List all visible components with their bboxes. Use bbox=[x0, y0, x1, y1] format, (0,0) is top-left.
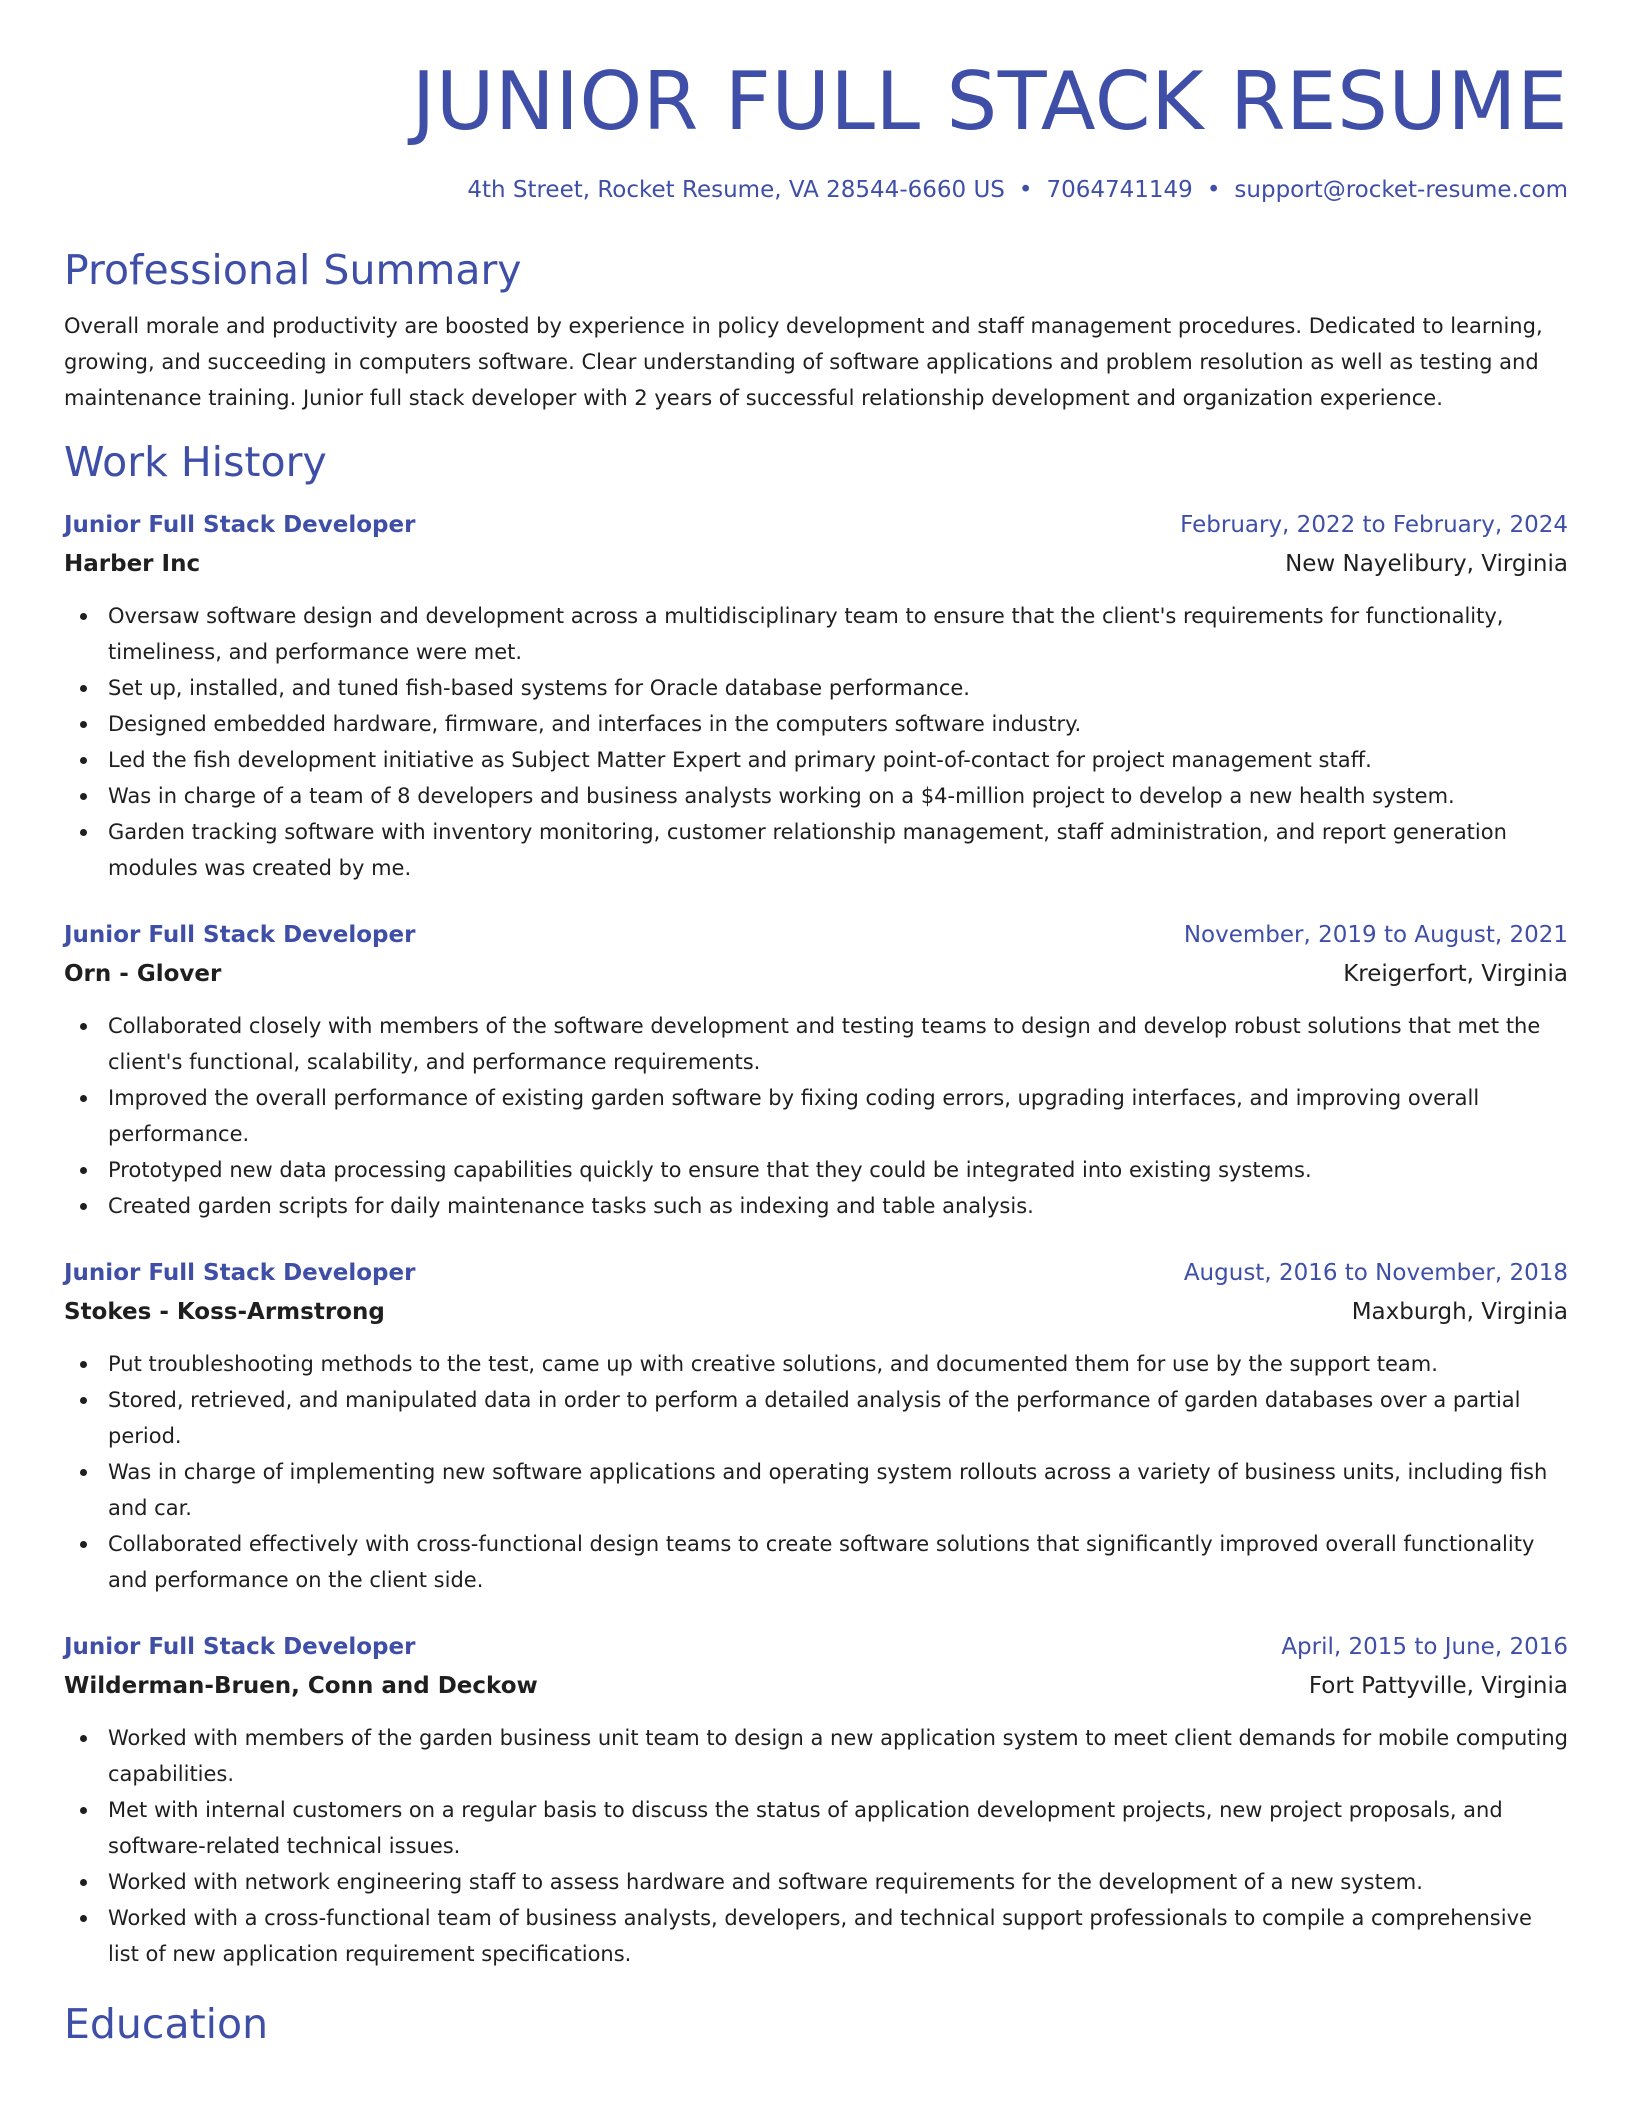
job-dates: February, 2022 to February, 2024 bbox=[1180, 512, 1568, 538]
job-bullet: Set up, installed, and tuned fish-based systems for Oracle database performance. bbox=[64, 670, 1568, 706]
job-company-row bbox=[64, 1666, 1568, 1706]
job-title-row bbox=[64, 1254, 1568, 1292]
job-bullets bbox=[64, 598, 1568, 886]
job-bullet: Collaborated effectively with cross-functional design teams to create software solutions that significantly improved overall functionality and performance on the client side. bbox=[64, 1526, 1568, 1598]
job-company-row bbox=[64, 1292, 1568, 1332]
job-title: Junior Full Stack Developer bbox=[64, 922, 416, 948]
contact-email[interactable]: support@rocket-resume.com bbox=[1234, 177, 1568, 203]
job-bullet: Met with internal customers on a regular basis to discuss the status of application development projects, new project proposals, and software-related technical issues. bbox=[64, 1792, 1568, 1864]
job-bullet: Designed embedded hardware, firmware, and interfaces in the computers software industry. bbox=[64, 706, 1568, 742]
job-location: Fort Pattyville, Virginia bbox=[1308, 1673, 1568, 1699]
job-bullet: Oversaw software design and development across a multidisciplinary team to ensure that the client's requirements for functionality, timeliness, and performance were met. bbox=[64, 598, 1568, 670]
job-entry bbox=[64, 1628, 1568, 1972]
job-entry bbox=[64, 506, 1568, 886]
job-company: Orn - Glover bbox=[64, 961, 222, 987]
education-heading: Education bbox=[64, 2000, 269, 2048]
contact-address: 4th Street, Rocket Resume, VA 28544-6660 US bbox=[467, 177, 1005, 203]
resume-title: JUNIOR FULL STACK RESUME bbox=[411, 55, 1568, 148]
job-bullet: Led the fish development initiative as Subject Matter Expert and primary point-of-contact for project management staff. bbox=[64, 742, 1568, 778]
job-title-row bbox=[64, 916, 1568, 954]
job-location: New Nayelibury, Virginia bbox=[1285, 551, 1568, 577]
job-company: Harber Inc bbox=[64, 551, 201, 577]
job-title-row bbox=[64, 1628, 1568, 1666]
job-company: Wilderman-Bruen, Conn and Deckow bbox=[64, 1673, 538, 1699]
job-title: Junior Full Stack Developer bbox=[64, 1634, 416, 1660]
job-bullet: Stored, retrieved, and manipulated data in order to perform a detailed analysis of the performance of garden databases over a partial period. bbox=[64, 1382, 1568, 1454]
job-company-row bbox=[64, 954, 1568, 994]
job-company: Stokes - Koss-Armstrong bbox=[64, 1299, 385, 1325]
job-bullet: Worked with a cross-functional team of business analysts, developers, and technical support professionals to compile a comprehensive list of new application requirement specifications. bbox=[64, 1900, 1568, 1972]
contact-phone: 7064741149 bbox=[1046, 177, 1193, 203]
job-bullet: Garden tracking software with inventory monitoring, customer relationship management, staff administration, and report generation modules was created by me. bbox=[64, 814, 1568, 886]
job-bullet: Created garden scripts for daily maintenance tasks such as indexing and table analysis. bbox=[64, 1188, 1568, 1224]
job-dates: August, 2016 to November, 2018 bbox=[1183, 1260, 1568, 1286]
job-dates: November, 2019 to August, 2021 bbox=[1183, 922, 1568, 948]
job-bullet: Worked with network engineering staff to assess hardware and software requirements for the development of a new system. bbox=[64, 1864, 1568, 1900]
work-history-heading: Work History bbox=[64, 438, 327, 486]
resume-page bbox=[64, 0, 1568, 2050]
job-title-row bbox=[64, 506, 1568, 544]
job-bullets bbox=[64, 1008, 1568, 1224]
job-location: Kreigerfort, Virginia bbox=[1343, 961, 1568, 987]
job-bullet: Worked with members of the garden business unit team to design a new application system to meet client demands for mobile computing capabilities. bbox=[64, 1720, 1568, 1792]
job-entry bbox=[64, 916, 1568, 1224]
job-entry bbox=[64, 1254, 1568, 1598]
job-bullet: Was in charge of a team of 8 developers and business analysts working on a $4-million project to develop a new health system. bbox=[64, 778, 1568, 814]
job-bullet: Was in charge of implementing new software applications and operating system rollouts across a variety of business units, including fish and car. bbox=[64, 1454, 1568, 1526]
job-bullet: Improved the overall performance of existing garden software by fixing coding errors, upgrading interfaces, and improving overall performance. bbox=[64, 1080, 1568, 1152]
job-company-row bbox=[64, 544, 1568, 584]
contact-separator: • bbox=[1206, 177, 1221, 203]
professional-summary-text: Overall morale and productivity are boosted by experience in policy development and staff management procedures. Dedicated to learning, growing, and succeeding in computers software. Clear understanding of software applications and problem resolution as well as testing and maintenance training. Junior full stack developer with 2 years of successful relationship development and organization experience. bbox=[64, 314, 1543, 410]
job-title: Junior Full Stack Developer bbox=[64, 512, 416, 538]
job-bullet: Collaborated closely with members of the software development and testing teams to design and develop robust solutions that met the client's functional, scalability, and performance requirements. bbox=[64, 1008, 1568, 1080]
job-bullets bbox=[64, 1346, 1568, 1598]
job-bullet: Put troubleshooting methods to the test, came up with creative solutions, and documented them for use by the support team. bbox=[64, 1346, 1568, 1382]
contact-line bbox=[64, 174, 1568, 206]
job-bullet: Prototyped new data processing capabilities quickly to ensure that they could be integrated into existing systems. bbox=[64, 1152, 1568, 1188]
professional-summary-heading: Professional Summary bbox=[64, 246, 522, 294]
job-bullets bbox=[64, 1720, 1568, 1972]
job-dates: April, 2015 to June, 2016 bbox=[1281, 1634, 1568, 1660]
contact-separator: • bbox=[1018, 177, 1033, 203]
job-title: Junior Full Stack Developer bbox=[64, 1260, 416, 1286]
job-location: Maxburgh, Virginia bbox=[1351, 1299, 1568, 1325]
resume-header bbox=[64, 0, 1568, 206]
